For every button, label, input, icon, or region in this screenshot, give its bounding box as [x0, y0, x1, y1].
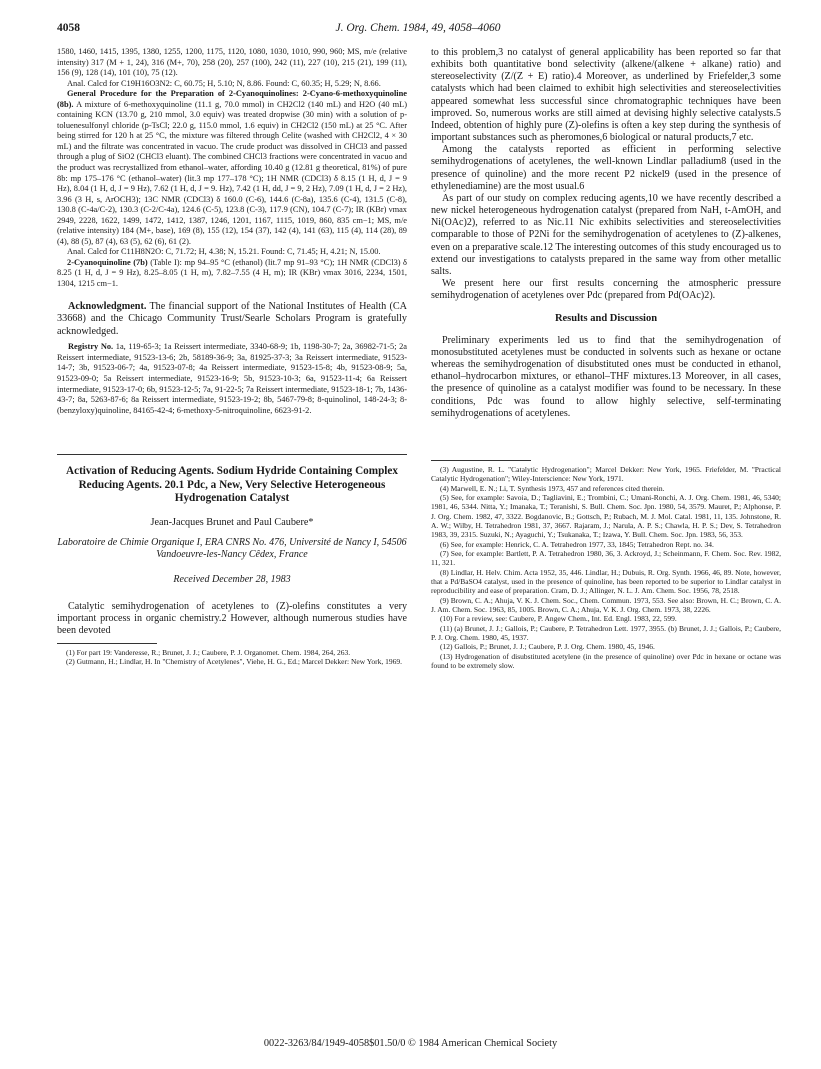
registry-numbers: [57, 342, 407, 416]
acknowledgment-title: Acknowledgment.: [68, 300, 147, 312]
footnote-separator: [57, 643, 157, 644]
acknowledgment-body: The financial support of the National Institutes of Health (CA 33668) and the Chicago Community Trust/Searle Scholars Program is gratefully acknowledged.: [57, 300, 407, 337]
footnote: (9) Brown, C. A.; Ahuja, V. K. J. Chem. Soc., Chem. Commun. 1973, 553. See also: Brown, H. C.; Brown, C. A. J. Am. Chem. Soc. 1963, 85, 1005. Brown, C. A.; Ahuja, V. K. J. Org. Chem. 1973, 38, 2226.: [431, 595, 781, 615]
author-affiliation: Laboratoire de Chimie Organique I, ERA CNRS No. 476, Université de Nancy I, 54506 Vandoeuvre-les-Nancy Cêdex, France: [57, 536, 407, 560]
body-paragraph: Among the catalysts reported as efficient in performing selective semihydrogenations of acetylenes, the well-known Lindlar palladium8 (used in the presence of quinoline) and the more recent P2 nickel9 (used in the presence of ethylenediamine) are the most usual.6: [431, 144, 781, 192]
footnote: (4) Marwell, E. N.; Li, T. Synthesis 1973, 457 and references cited therein.: [440, 483, 665, 493]
procedure-paragraph: [57, 89, 407, 247]
footnote: (6) See, for example: Henrick, C. A. Tetrahedron 1977, 33, 1845; Tetrahedron Rept. no. 34.: [440, 539, 714, 549]
body-paragraph: to this problem,3 no catalyst of general applicability has been reported so far that exhibits both quantitative bond selectivity (alkene/(alkene + alkane) ratio) and stereoselectivity (Z/(Z + E) ratio).4 Moreover, as underlined by Friefelder,3 some catalysts which had been claimed to exhibit high selectivities and stereoselectivities appeared somewhat less successful since chromatographic techniques have been improved. So, numerous works are still aimed at devising highly selective catalysts.5 Indeed, obtention of highly pure (Z)-olefins is often a key step during the synthesis of important substances such as pheromones,6 biological or natural products,7 etc.: [431, 47, 781, 144]
footnote: (13) Hydrogenation of disubstituted acetylene (in the presence of quinoline) over Pdc in hexane or octane was found to be extremely slow.: [431, 651, 781, 671]
page-number: 4058: [57, 22, 80, 34]
registry-title: Registry No.: [68, 342, 114, 352]
footnote: (12) Gallois, P.; Brunet, J. J.; Caubere, P. J. Org. Chem. 1980, 45, 1946.: [440, 642, 655, 652]
article-opening-paragraph: Catalytic semihydrogenation of acetylenes to (Z)-olefins constitutes a very important process in organic chemistry.2 However, although numerous studies have been devoted: [57, 600, 407, 636]
footnote: (10) For a review, see: Caubere, P. Angew Chem., Int. Ed. Engl. 1983, 22, 599.: [440, 614, 677, 624]
registry-body: 1a, 119-65-3; 1a Reissert intermediate, 3340-68-9; 1b, 1198-30-7; 2a, 36982-71-5; 2a Reissert intermediate, 91523-13-6; 2b, 58189-36-9; 3a, 81925-37-3; 3a Reissert intermediate, 91523-14-7; 3b, 91523-06-7; 4a, 91523-07-8; 4a Reissert intermediate, 91523-15-8; 4b, 91523-08-9; 5a, 91523-09-0; 5a Reissert intermediate, 91523-16-9; 5b, 91523-10-3; 6a, 91523-11-4; 6a Reissert intermediate, 91523-17-0; 6b, 91523-12-5; 7a, 91-22-5; 7a Reissert intermediate, 91523-18-1; 7b, 1436-43-7; 8a, 5263-87-6; 8a Reissert intermediate, 91523-19-2; 8b, 5467-79-8; 8-quinolinol, 148-24-3; 8-(benzyloxy)quinoline, 84165-42-4; 6-methoxy-5-nitroquinoline, 6623-91-2.: [57, 342, 408, 415]
footnote-separator: [431, 460, 531, 461]
compound-7b-title: 2-Cyanoquinoline (7b): [67, 257, 148, 267]
procedure-body: A mixture of 6-methoxyquinoline (11.1 g, 70.0 mmol) in CH2Cl2 (140 mL) and H2O (40 mL) containing KCN (13.70 g, 210 mmol, 3.0 equiv) was treated dropwise (30 min) with a solution of p-toluenesulfonyl chloride (p-TsCl; 22.0 g, 115.0 mmol, 1.6 equiv) in CH2Cl2 (150 mL) at 25 °C. After being stirred for 120 h at 25 °C, the mixture was filtered through Celite (washed with CH2Cl2, 4 × 30 mL) and the filtrate was concentrated in vacuo. The crude product was dissolved in CHCl3 and passed through a plug of SiO2 (CHCl3 eluant). The combined CHCl3 fractions were concentrated in vacuo and the product was recrystallized from ethanol–water, affording 10.40 g (12.81 g theoretical, 81%) of pure 8b: mp 175–176 °C (ethanol–water) (lit.3 mp 177–178 °C); 1H NMR (CDCl3) δ 8.15 (1 H, d, J = 9 Hz), 8.04 (1 H, d, J = 9 Hz), 7.62 (1 H, d, J = 9. Hz), 7.42 (1 H, dd, J = 9, 2 Hz), 7.09 (1 H, d, J = 2 Hz), 3.96 (3 H, s, ArOCH3); 13C NMR (CDCl3) δ 160.0 (C-6), 144.6 (C-8a), 135.6 (C-4), 131.5 (C-8), 130.8 (C-4a/C-2), 130.3 (C-2/C-4a), 124.6 (C-5), 123.8 (C-3), 117.9 (CN), 104.7 (C-7); IR (KBr) νmax 2949, 2228, 1622, 1499, 1472, 1412, 1387, 1246, 1201, 1167, 1115, 1019, 860, 835 cm−1; MS, m/e (relative intensity) 184 (M+, base), 169 (8), 155 (12), 154 (37), 142 (4), 141 (63), 115 (4), 114 (28), 89 (4), 88 (5), 87 (4), 63 (5), 62 (6), 61 (2).: [57, 99, 407, 246]
article-separator: [57, 454, 407, 455]
acknowledgment: [57, 301, 407, 339]
journal-citation: J. Org. Chem. 1984, 49, 4058–4060: [335, 22, 501, 34]
body-paragraph: As part of our study on complex reducing agents,10 we have recently described a new nickel heterogeneous hydrogenation catalyst (prepared from NaH, t-AmOH, and Ni(OAc)2), referred to as Nic.11 Nic exhibits selectivities and stereoselectivities comparable to those of P2Ni for the semihydrogenation of acetylenes to (Z)-alkenes, even on a preparative scale.12 The interesting outcomes of this study encouraged us to extend our investigations to catalysts prepared in the same way from other metallic salts.: [431, 192, 781, 277]
article-title: Activation of Reducing Agents. Sodium Hydride Containing Complex Reducing Agents. 20.1 Pdc, a New, Very Selective Heterogeneous Hydrogenation Catalyst: [66, 465, 398, 504]
right-column: [431, 47, 781, 670]
procedure-title: General Procedure for the Preparation of 2-Cyanoquinolines: 2-Cyano-6-methoxyquinoline (8b).: [57, 89, 407, 109]
compound-7b-body: (Table I): mp 94–95 °C (ethanol) (lit.7 mp 91–93 °C); 1H NMR (CDCl3) δ 8.25 (1 H, d, J = 9 Hz), 8.25–8.05 (1 H, m), 7.82–7.55 (4 H, m); IR (KBr) νmax 3016, 2234, 1501, 1304, 1215 cm−1.: [57, 257, 408, 289]
left-column: [57, 47, 407, 667]
page-header: [57, 22, 779, 38]
elemental-analysis: Anal. Calcd for C19H16O3N2: C, 60.75; H, 5.10; N, 8.86. Found: C, 60.35; H, 5.29; N, 8.66.: [67, 78, 381, 88]
compound-7b-paragraph: [57, 258, 407, 290]
footnote: (8) Lindlar, H. Helv. Chim. Acta 1952, 35, 446. Lindlar, H.; Dubuis, R. Org. Synth. 1966, 46, 89. Note, however, that a Pd/BaSO4 catalyst, used in the presence of quinoline, has been reported to be superior to Lindlar catalyst in reproducibility and ease of preparation. Cram, D. J.; Allinger, N. L. J. Am. Chem. Soc. 1956, 78, 2518.: [431, 567, 781, 596]
copyright-footer: 0022-3263/84/1949-4058$01.50/0 © 1984 American Chemical Society: [263, 1038, 558, 1049]
body-paragraph: Preliminary experiments led us to find that the semihydrogenation of monosubstituted acetylenes must be conducted in solvents such as hexane or octane whereas the semihydrogenation of disubstituted ones must be conducted in ethanol, ethanol–hydrocarbon mixtures, or ethanol–THF mixtures.13 Moreover, in all cases, the presence of quinoline as a catalyst modifier was found to be necessary. In these conditions, Pdc was found to allow highly selective, self-terminating semihydrogenations of acetylenes.: [431, 334, 781, 419]
footnote: (1) For part 19: Vanderesse, R.; Brunet, J. J.; Caubere, P. J. Organomet. Chem. 1984, 264, 263.: [66, 647, 351, 657]
footnote: (5) See, for example: Savoia, D.; Tagliavini, E.; Trombini, C.; Umani-Ronchi, A. J. Org. Chem. 1981, 46, 5340; 1981, 46, 5344. Nitta, Y.; Imanaka, T.; Teranishi, S. Bull. Chem. Soc. Jpn. 1980, 54, 3579. Mauret, P.; Alphonse, P. J. Org. Chem. 1982, 47, 3322. Bogdanovic, B.; Gottsch, P.; Rubach, M. J. Mol. Catal. 1981, 11, 135. Johnstone, R. A. W.; Wilby, H. Tetrahedron 1981, 37, 3667. Rajaram, J.; Narula, A. P. S.; Chawla, H. P. S.; Dev, S. Tetrahedron 1983, 39, 2315. Suzuki, N.; Ayaguchi, Y.; Tsukanaka, T.; Izawa, Y. Bull. Chem. Soc. Jpn. 1983, 56, 353.: [431, 492, 781, 540]
footnote: (11) (a) Brunet, J. J.; Gallois, P.; Caubere, P. Tetrahedron Lett. 1977, 3955. (b) Brunet, J. J.; Gallois, P.; Caubere, P. J. Org. Chem. 1980, 45, 1937.: [431, 623, 781, 643]
section-heading: Results and Discussion: [554, 313, 658, 325]
body-paragraph: We present here our first results concerning the atmospheric pressure semihydrogenation of acetylenes over Pdc (prepared from Pd(OAc)2).: [431, 277, 781, 302]
footnote: (7) See, for example: Bartlett, P. A. Tetrahedron 1980, 36, 3. Ackroyd, J.; Scheinmann, F. Chem. Soc. Rev. 1982, 11, 321.: [431, 549, 781, 568]
received-date: Received December 28, 1983: [173, 573, 291, 585]
footnote: (3) Augustine, R. L. "Catalytic Hydrogenation"; Marcel Dekker: New York, 1965. Friefelder, M. "Practical Catalytic Hydrogenation"; Wiley-Interscience: New York, 1971.: [431, 464, 781, 484]
article-authors: Jean-Jacques Brunet and Paul Caubere*: [150, 517, 314, 529]
footnote: (2) Gutmann, H.; Lindlar, H. In "Chemistry of Acetylenes", Viehe, H. G., Ed.; Marcel Dekker: New York, 1969.: [66, 657, 403, 667]
experimental-spectra: 1580, 1460, 1415, 1395, 1380, 1255, 1200, 1175, 1120, 1080, 1030, 1010, 990, 960; MS, m/e (relative intensity) 317 (M + 1, 24), 316 (M+, 70), 258 (20), 257 (100), 242 (11), 227 (10), 215 (21), 199 (11), 156 (9), 128 (14), 101 (10), 75 (12).: [57, 47, 407, 78]
elemental-analysis: Anal. Calcd for C11H8N2O: C, 71.72; H, 4.38; N, 15.21. Found: C, 71.45; H, 4.21; N, 15.00.: [67, 247, 381, 257]
